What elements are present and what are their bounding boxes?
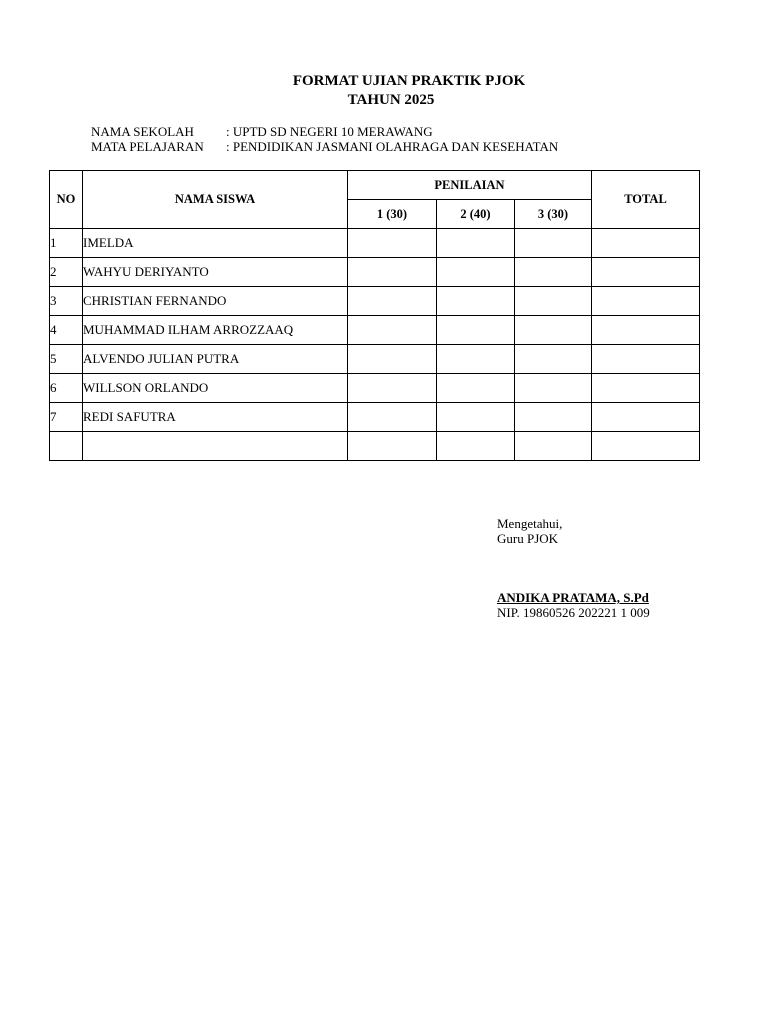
- row-name: WILLSON ORLANDO: [83, 374, 348, 403]
- signature-space: [497, 546, 650, 590]
- table-row: [50, 258, 700, 287]
- signer-nip: NIP. 19860526 202221 1 009: [497, 605, 650, 620]
- score-1-cell[interactable]: [348, 374, 437, 403]
- row-name: IMELDA: [83, 229, 348, 258]
- table-row: [50, 374, 700, 403]
- table-row: [50, 403, 700, 432]
- score-1-cell[interactable]: [348, 432, 437, 461]
- score-1-cell[interactable]: [348, 316, 437, 345]
- school-label: NAMA SEKOLAH: [91, 124, 194, 139]
- document-meta: [91, 124, 558, 154]
- row-name: CHRISTIAN FERNANDO: [83, 287, 348, 316]
- total-cell[interactable]: [592, 258, 700, 287]
- document-title: [0, 72, 768, 110]
- header-score-3: 3 (30): [515, 200, 592, 229]
- score-2-cell[interactable]: [437, 432, 515, 461]
- total-cell[interactable]: [592, 432, 700, 461]
- row-no: 6: [50, 374, 83, 403]
- table-row: [50, 287, 700, 316]
- header-name: NAMA SISWA: [83, 171, 348, 229]
- school-value: : UPTD SD NEGERI 10 MERAWANG: [226, 124, 433, 139]
- signer-role: Guru PJOK: [497, 531, 559, 546]
- assessment-table: [49, 170, 700, 461]
- acknowledged-text: Mengetahui,: [497, 516, 563, 531]
- row-no: 2: [50, 258, 83, 287]
- score-2-cell[interactable]: [437, 287, 515, 316]
- score-2-cell[interactable]: [437, 316, 515, 345]
- row-name: [83, 432, 348, 461]
- header-score-1: 1 (30): [348, 200, 437, 229]
- table-row: [50, 345, 700, 374]
- total-cell[interactable]: [592, 345, 700, 374]
- row-no: 4: [50, 316, 83, 345]
- score-2-cell[interactable]: [437, 374, 515, 403]
- score-3-cell[interactable]: [515, 287, 592, 316]
- row-no: [50, 432, 83, 461]
- school-row: [91, 124, 558, 139]
- header-total: TOTAL: [592, 171, 700, 229]
- score-3-cell[interactable]: [515, 345, 592, 374]
- score-3-cell[interactable]: [515, 258, 592, 287]
- score-3-cell[interactable]: [515, 374, 592, 403]
- signature-block: [497, 516, 650, 620]
- total-cell[interactable]: [592, 229, 700, 258]
- title-line-1: FORMAT UJIAN PRAKTIK PJOK: [292, 73, 526, 89]
- total-cell[interactable]: [592, 374, 700, 403]
- row-no: 3: [50, 287, 83, 316]
- table-row: [50, 229, 700, 258]
- row-name: REDI SAFUTRA: [83, 403, 348, 432]
- score-1-cell[interactable]: [348, 258, 437, 287]
- row-no: 7: [50, 403, 83, 432]
- signer-name: ANDIKA PRATAMA, S.Pd: [497, 590, 649, 605]
- score-1-cell[interactable]: [348, 403, 437, 432]
- row-no: 1: [50, 229, 83, 258]
- score-1-cell[interactable]: [348, 229, 437, 258]
- score-2-cell[interactable]: [437, 229, 515, 258]
- subject-value: : PENDIDIKAN JASMANI OLAHRAGA DAN KESEHATAN: [226, 139, 559, 154]
- table-row: [50, 432, 700, 461]
- title-line-2: TAHUN 2025: [347, 92, 435, 108]
- score-2-cell[interactable]: [437, 258, 515, 287]
- subject-label: MATA PELAJARAN: [91, 139, 204, 154]
- row-name: ALVENDO JULIAN PUTRA: [83, 345, 348, 374]
- table-row: [50, 316, 700, 345]
- total-cell[interactable]: [592, 403, 700, 432]
- header-assessment: PENILAIAN: [348, 171, 592, 200]
- score-1-cell[interactable]: [348, 287, 437, 316]
- header-score-2: 2 (40): [437, 200, 515, 229]
- score-2-cell[interactable]: [437, 345, 515, 374]
- total-cell[interactable]: [592, 316, 700, 345]
- header-no: NO: [50, 171, 83, 229]
- score-3-cell[interactable]: [515, 432, 592, 461]
- row-no: 5: [50, 345, 83, 374]
- score-3-cell[interactable]: [515, 316, 592, 345]
- row-name: WAHYU DERIYANTO: [83, 258, 348, 287]
- total-cell[interactable]: [592, 287, 700, 316]
- score-1-cell[interactable]: [348, 345, 437, 374]
- subject-row: [91, 139, 558, 154]
- score-3-cell[interactable]: [515, 229, 592, 258]
- row-name: MUHAMMAD ILHAM ARROZZAAQ: [83, 316, 348, 345]
- score-2-cell[interactable]: [437, 403, 515, 432]
- score-3-cell[interactable]: [515, 403, 592, 432]
